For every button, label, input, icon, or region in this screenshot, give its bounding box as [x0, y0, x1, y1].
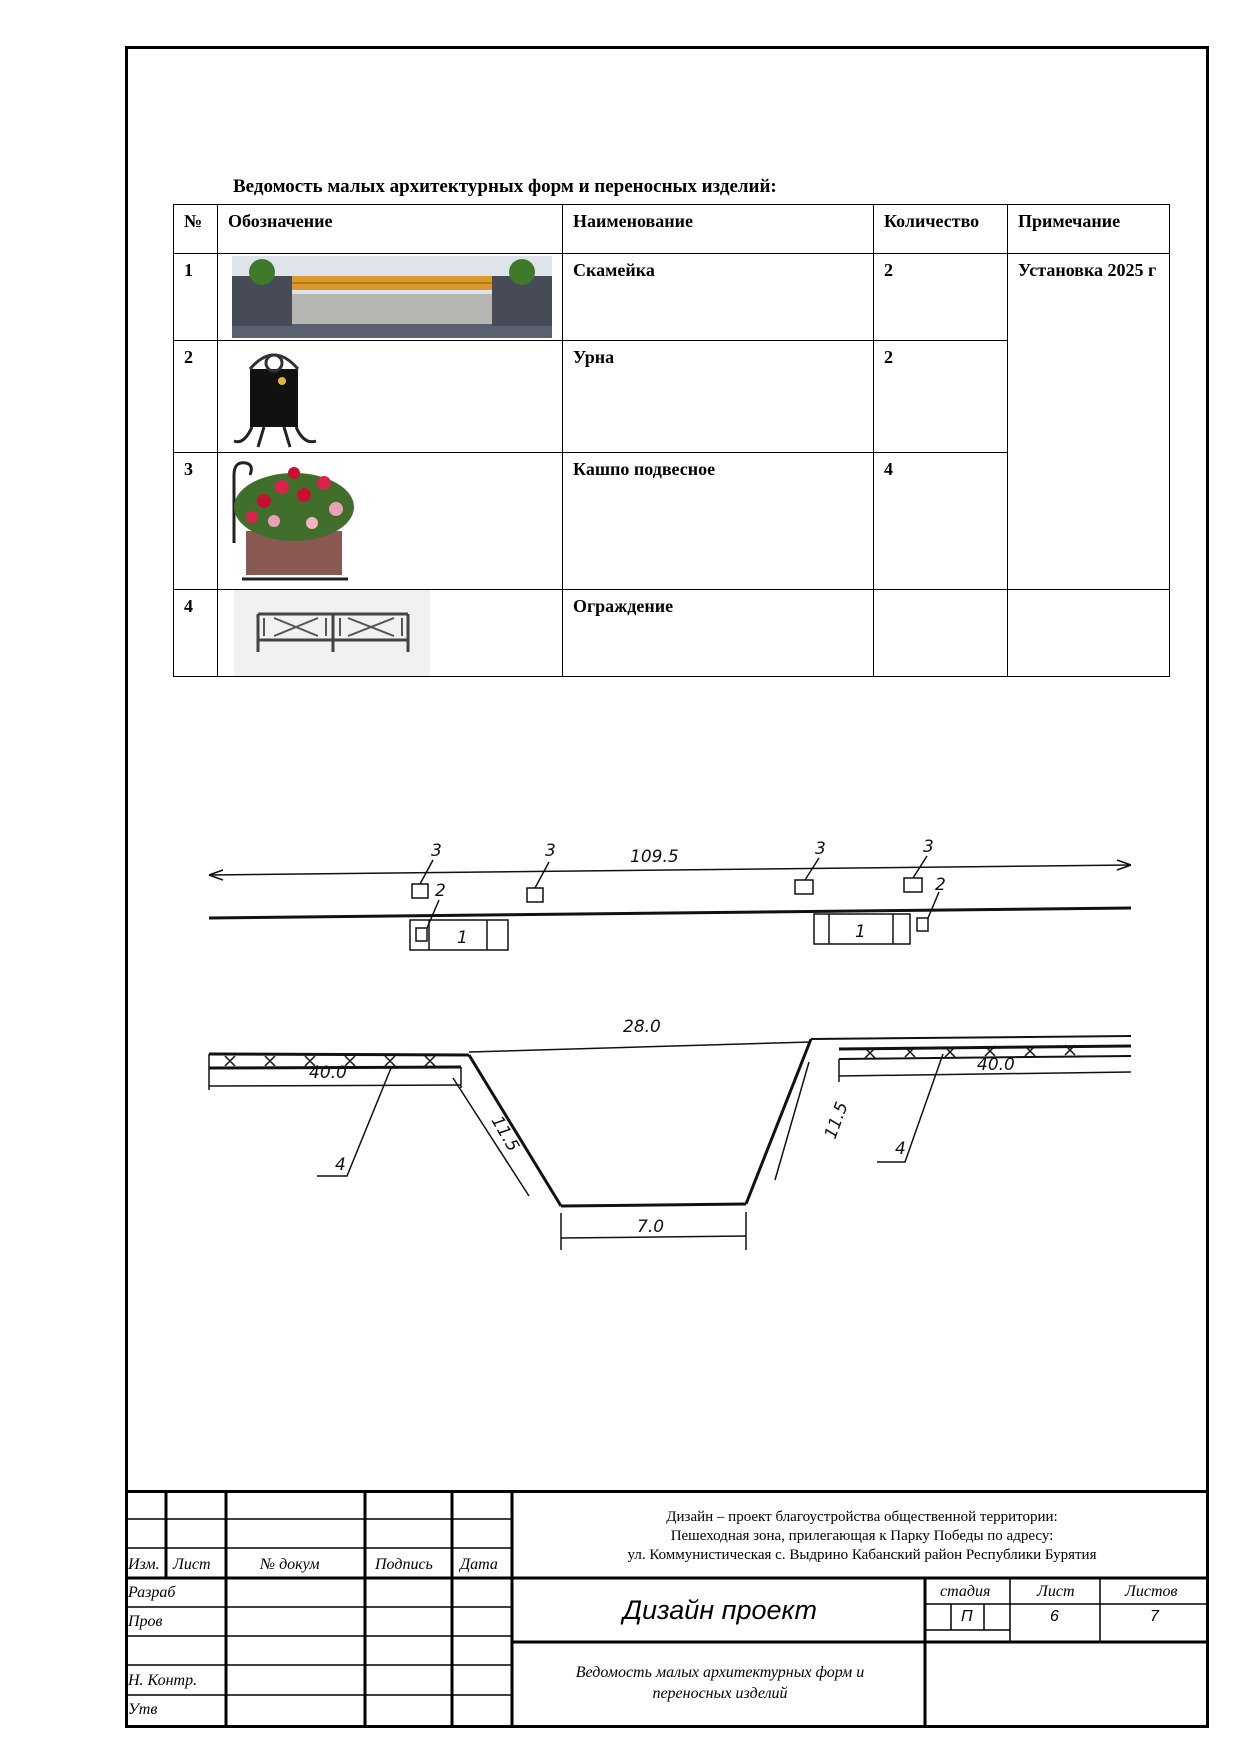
- row-num: 1: [174, 254, 218, 341]
- mark-label: 2: [935, 875, 946, 895]
- dim-right-slope: 11.5: [820, 1099, 853, 1142]
- dim-top-gap: 28.0: [623, 1017, 661, 1037]
- title-block: [125, 1490, 1209, 1728]
- bin-mark: [416, 928, 427, 941]
- mark-label: 3: [545, 841, 556, 861]
- note-cell: Установка 2025 г: [1008, 254, 1170, 590]
- designation-cell: [218, 341, 563, 453]
- project-title: Дизайн – проект благоустройства общественной территории: Пешеходная зона, прилегающая к Парку Победы по адресу: ул. Коммунистическая с. Выдрино Кабанский район Республики Бурятия: [627, 1509, 1097, 1563]
- header-qty: Количество: [874, 205, 1008, 254]
- col-date: Дата: [460, 1556, 498, 1573]
- table-row: [174, 590, 1170, 677]
- planter-mark: [412, 884, 428, 898]
- row-name: Ограждение: [563, 590, 874, 677]
- fence-image: [218, 590, 563, 676]
- designation-cell: [218, 590, 563, 677]
- row-qty: 2: [874, 341, 1008, 453]
- mark-label: 3: [431, 841, 442, 861]
- row-qty: 4: [874, 453, 1008, 590]
- header-num: №: [174, 205, 218, 254]
- bin-mark: [917, 918, 928, 931]
- sheet-title: Ведомость малых архитектурных форм и переносных изделий: [575, 1664, 865, 1702]
- fence-right-top: [811, 1036, 1131, 1039]
- spec-title: Ведомость малых архитектурных форм и переносных изделий:: [233, 176, 777, 197]
- row-num: 3: [174, 453, 218, 590]
- row-name: Скамейка: [563, 254, 874, 341]
- note-cell: [1008, 590, 1170, 677]
- col-izm: Изм.: [128, 1556, 160, 1573]
- fence-left: [209, 1054, 469, 1055]
- mark-label: 2: [435, 881, 446, 901]
- dimension-line: [209, 1085, 461, 1086]
- stage-value: П: [961, 1608, 973, 1625]
- site-plan-drawing: [205, 750, 1135, 1305]
- dim-left-slope: 11.5: [486, 1112, 523, 1156]
- trash-bin-image: [218, 341, 563, 451]
- doc-type: Дизайн проект: [622, 1595, 818, 1625]
- header-name: Наименование: [563, 205, 874, 254]
- row-nkontr: Н. Контр.: [128, 1672, 198, 1689]
- row-name: Урна: [563, 341, 874, 453]
- dim-right-fence: 40.0: [977, 1055, 1015, 1075]
- stage-label: стадия: [940, 1583, 991, 1600]
- sheets-label: Листов: [1125, 1583, 1178, 1600]
- dim-total: 109.5: [630, 847, 679, 867]
- row-qty: [874, 590, 1008, 677]
- row-qty: 2: [874, 254, 1008, 341]
- row-num: 2: [174, 341, 218, 453]
- row-prov: Пров: [128, 1613, 163, 1630]
- mark-label: 3: [923, 837, 934, 857]
- header-designation: Обозначение: [218, 205, 563, 254]
- table-row: [174, 254, 1170, 341]
- dim-left-fence: 40.0: [309, 1063, 347, 1083]
- designation-cell: [218, 254, 563, 341]
- planter-mark: [904, 878, 922, 892]
- sheets-value: 7: [1150, 1608, 1159, 1625]
- row-num: 4: [174, 590, 218, 677]
- planter-mark: [527, 888, 543, 902]
- row-razrab: Разраб: [128, 1584, 176, 1601]
- col-doc: № докум: [260, 1556, 320, 1573]
- sheet-value: 6: [1050, 1608, 1059, 1625]
- bottom-edge: [561, 1204, 746, 1206]
- header-note: Примечание: [1008, 205, 1170, 254]
- designation-cell: [218, 453, 563, 590]
- mark-label: 3: [815, 839, 826, 859]
- mark-label: 1: [457, 928, 468, 948]
- col-list: Лист: [173, 1556, 211, 1573]
- mark-label: 4: [895, 1139, 906, 1159]
- table-header-row: [174, 205, 1170, 254]
- row-name: Кашпо подвесное: [563, 453, 874, 590]
- dim-bottom: 7.0: [637, 1217, 665, 1237]
- col-sign: Подпись: [375, 1556, 433, 1573]
- sheet-label: Лист: [1037, 1583, 1075, 1600]
- mark-label: 4: [335, 1155, 346, 1175]
- slope-right: [746, 1039, 811, 1204]
- hanging-planter-image: [218, 453, 563, 588]
- spec-table: [173, 204, 1170, 677]
- road-edge-line: [209, 908, 1131, 918]
- row-utv: Утв: [128, 1701, 158, 1718]
- dimension-line: [469, 1042, 811, 1052]
- planter-mark: [795, 880, 813, 894]
- mark-label: 1: [855, 922, 866, 942]
- bench-image: [218, 254, 563, 340]
